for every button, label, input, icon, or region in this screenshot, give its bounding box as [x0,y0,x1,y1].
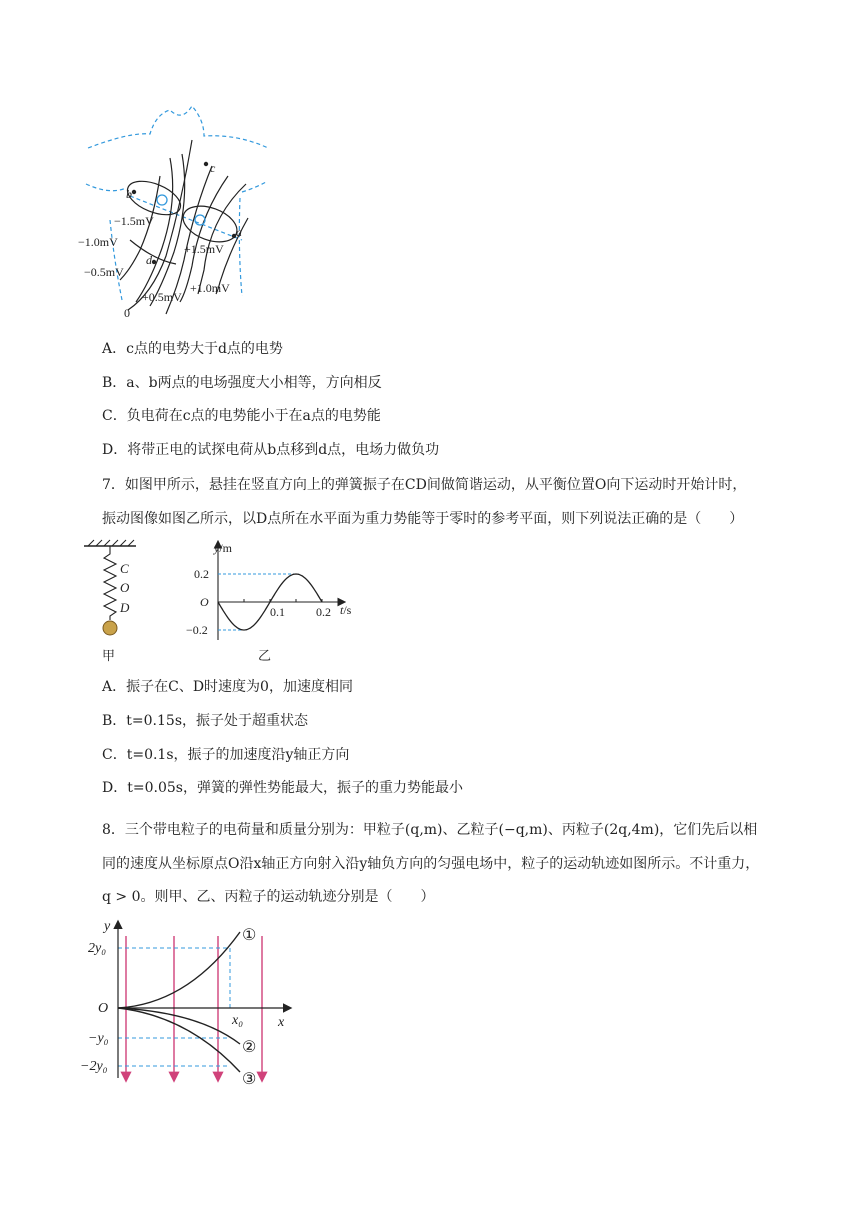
tick-x-02: 0.2 [316,605,331,619]
tick-neg-2y0: −2y₀ [80,1059,108,1074]
label-m05: −0.5mV [84,265,124,279]
q8-stem-line2: 同的速度从坐标原点O沿x轴正方向射入沿y轴负方向的匀强电场中，粒子的运动轨迹如图所示。不计重力， [102,856,760,872]
q7-option-d: D．t=0.05s，弹簧的弹性势能最大，振子的重力势能最小 [102,780,463,796]
label-C: C [120,561,129,576]
trajectory-3 [118,1008,240,1072]
origin-label: O [200,595,209,609]
tick-y-neg: −0.2 [186,623,208,637]
trajectory-figure [78,908,308,1090]
x-label: x [278,1015,285,1030]
label-b: b [126,187,132,201]
label-p10: +1.0mV [190,281,230,295]
label-c: c [210,161,216,175]
label-D: D [120,600,130,615]
label-zero: 0 [124,306,130,320]
q7-option-a: A．振子在C、D时速度为0，加速度相同 [102,679,353,695]
q6-option-d: D．将带正电的试探电荷从b点移到d点，电场力做负功 [102,442,440,458]
y-label: y [104,919,111,934]
q7-stem-line1: 7．如图甲所示，悬挂在竖直方向上的弹簧振子在CD间做简谐运动，从平衡位置O向下运动时开始计时， [102,477,747,493]
caption-yi: 乙 [258,648,272,663]
ylabel: y/m [214,541,232,555]
q6-option-a: A．c点的电势大于d点的电势 [102,341,283,357]
q8-stem-line1: 8．三个带电粒子的电荷量和质量分别为：甲粒子(q,m)、乙粒子(−q,m)、丙粒子(2q,4m)，它们先后以相 [102,822,758,838]
q6-option-c: C．负电荷在c点的电势能小于在a点的电势能 [102,408,381,424]
label-d: d [146,253,152,267]
q6-option-b: B．a、b两点的电场强度大小相等，方向相反 [102,375,382,391]
label-p05: +0.5mV [142,290,182,304]
tick-x-01: 0.1 [270,605,285,619]
label-m10: −1.0mV [78,235,118,249]
label-m15: −1.5mV [114,214,154,228]
tick-y-pos: 0.2 [194,567,209,581]
q7-option-c: C．t=0.1s，振子的加速度沿y轴正方向 [102,747,350,763]
origin-label: O [98,1001,109,1016]
q7-stem-line2: 振动图像如图乙所示，以D点所在水平面为重力势能等于零时的参考平面，则下列说法正确的是（ ） [102,511,744,527]
equipotential-figure [70,100,290,325]
x0-label: x₀ [232,1013,244,1028]
vibration-graph [180,538,370,668]
trajectory-1 [118,932,240,1008]
q8-stem-line3: q > 0。则甲、乙、丙粒子的运动轨迹分别是（ ） [102,889,435,905]
label-O: O [120,580,130,595]
label-a: a [236,225,242,239]
tick-2y0: 2y₀ [88,941,107,956]
trajectory-label-2: ② [242,1039,257,1056]
q7-option-b: B．t=0.15s，振子处于超重状态 [102,713,309,729]
spring-oscillator-figure [80,538,140,666]
xlabel: t/s [340,603,352,617]
caption-jia: 甲 [102,648,116,663]
trajectory-label-3: ③ [242,1071,257,1088]
trajectory-label-1: ① [242,927,257,944]
label-p15: +1.5mV [184,242,224,256]
tick-neg-y0: −y₀ [88,1031,109,1046]
